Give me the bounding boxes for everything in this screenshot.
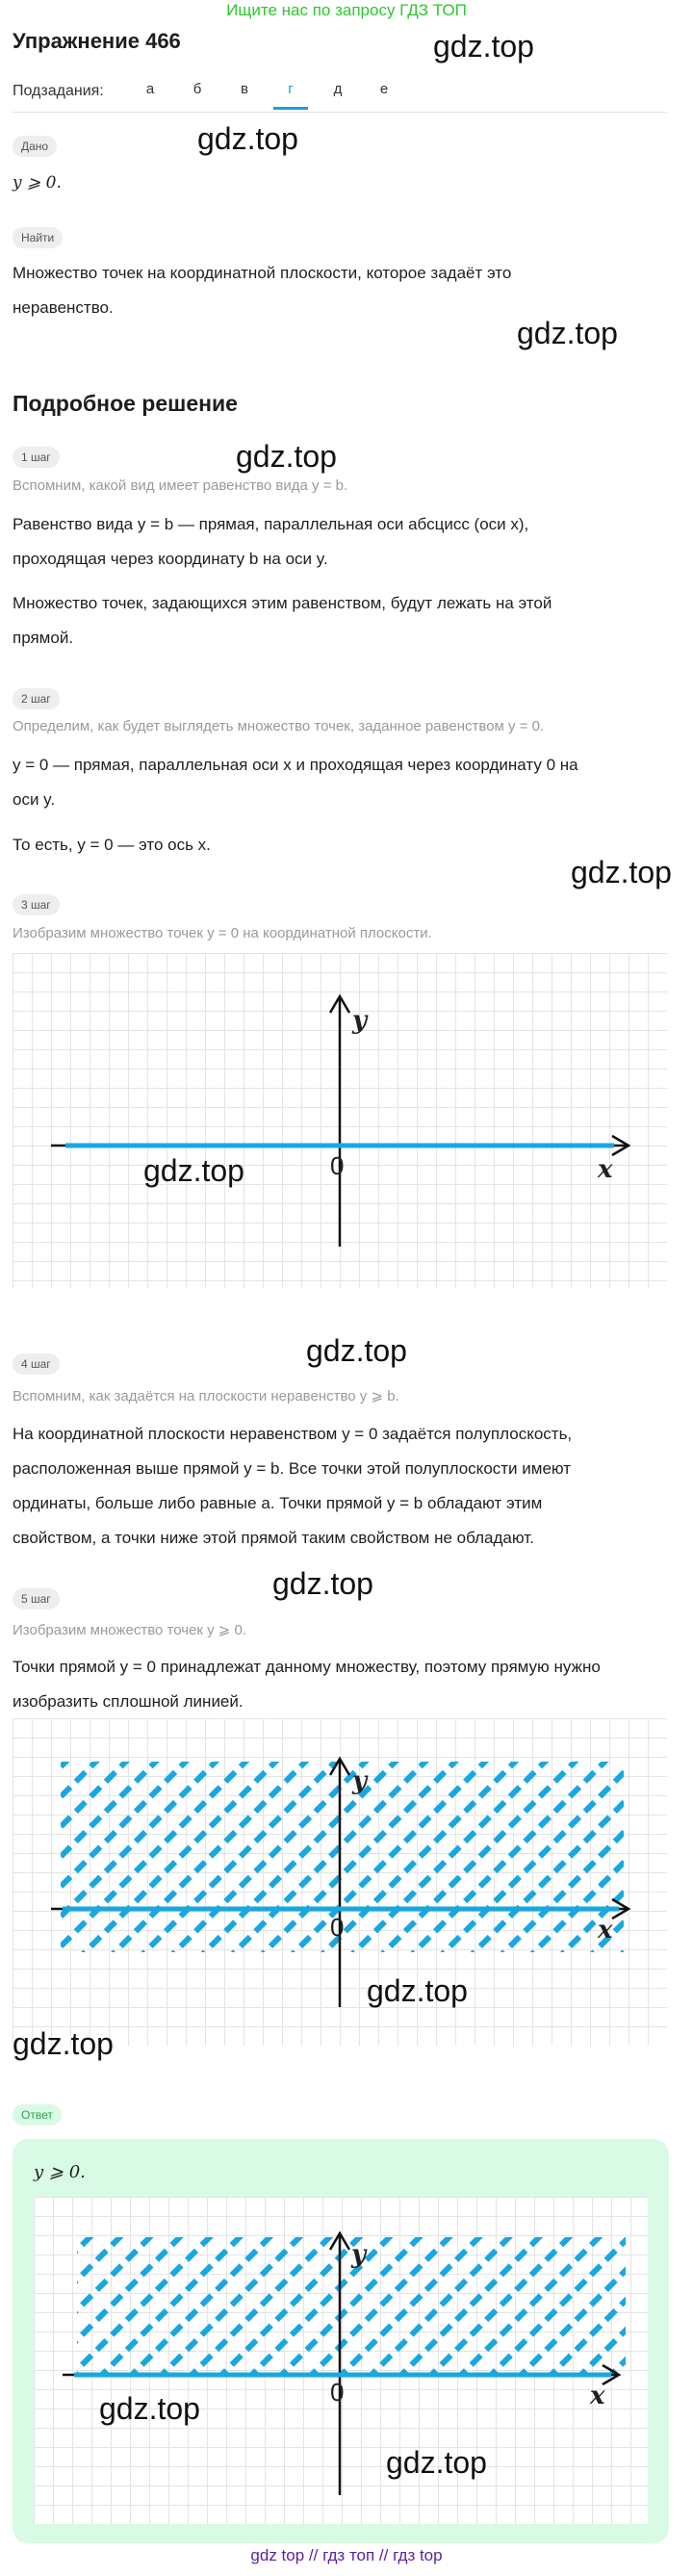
step-badge: 1 шаг [13,447,60,468]
watermark: gdz.top [571,855,672,889]
origin-label: 0 [330,2378,345,2407]
answer-value: y ⩾ 0. [34,2162,86,2182]
step-text: свойством, а точки ниже этой прямой таким свойством не обладают. [13,1529,534,1547]
y-axis-label: y [352,1006,368,1035]
step-hint: Определим, как будет выглядеть множество точек, заданное равенством y = 0. [13,718,545,734]
step-text: То есть, y = 0 — это ось x. [13,836,211,854]
step-badge: 2 шаг [13,688,60,709]
step-text: прямой. [13,629,74,647]
solution-heading: Подробное решение [13,391,238,416]
watermark: gdz.top [236,439,337,474]
tab-g[interactable]: г [288,81,294,97]
tab-b[interactable]: б [192,81,202,97]
given-badge: Дано [13,136,57,157]
watermark: gdz.top [386,2445,487,2480]
step-text: оси y. [13,790,56,809]
x-axis-label: x [598,1155,613,1184]
step-hint: Изобразим множество точек y ⩾ 0. [13,1622,247,1638]
tab-v[interactable]: в [241,81,248,97]
answer-badge: Ответ [13,2104,62,2125]
origin-label: 0 [330,1151,345,1180]
page-title: Упражнение 466 [13,29,181,53]
step-text: Множество точек, задающихся этим равенством, будут лежать на этой [13,594,552,612]
step-hint: Вспомним, какой вид имеет равенство вида y = b. [13,477,348,494]
tab-d[interactable]: д [333,81,343,97]
step-badge: 3 шаг [13,894,60,915]
watermark: gdz.top [306,1333,407,1368]
x-axis-label: x [598,1916,613,1945]
origin-label: 0 [330,1913,345,1942]
find-badge: Найти [13,227,63,248]
step-badge: 5 шаг [13,1588,60,1610]
step-hint: Вспомним, как задаётся на плоскости неравенство y ⩾ b. [13,1388,399,1404]
graph-2 [13,1718,667,2046]
step-text: изобразить сплошной линией. [13,1692,244,1711]
watermark: gdz.top [197,121,298,156]
watermark: gdz.top [13,2026,114,2061]
x-axis-label: x [590,2382,605,2410]
step-text: y = 0 — прямая, параллельная оси x и проходящая через координату 0 на [13,756,578,774]
answer-box [13,2139,669,2543]
step-text: расположенная выше прямой y = b. Все точки этой полуплоскости имеют [13,1459,572,1478]
step-text: Равенство вида y = b — прямая, параллельная оси абсцисс (оси x), [13,515,529,533]
y-axis-label: y [351,2240,367,2269]
divider [13,112,667,113]
tab-a[interactable]: а [145,81,155,97]
watermark: gdz.top [143,1153,244,1188]
watermark: gdz.top [99,2391,200,2426]
active-tab-indicator [273,107,308,110]
tab-e[interactable]: е [379,81,389,97]
top-banner[interactable]: Ищите нас по запросу ГДЗ ТОП [226,1,467,19]
step-badge: 4 шаг [13,1353,60,1375]
find-text-line2: неравенство. [13,298,114,317]
graph-1 [13,953,667,1288]
step-text: проходящая через координату b на оси y. [13,550,328,568]
watermark: gdz.top [433,29,534,64]
step-text: ординаты, больше либо равные a. Точки прямой y = b обладают этим [13,1494,543,1512]
y-axis-label: y [352,1766,368,1795]
subtasks-label: Подзадания: [13,83,104,99]
given-value: y ⩾ 0. [13,173,62,193]
step-text: Точки прямой y = 0 принадлежат данному множеству, поэтому прямую нужно [13,1658,601,1676]
step-text: На координатной плоскости неравенством y = 0 задаётся полуплоскость, [13,1425,573,1443]
watermark: gdz.top [367,1973,468,2008]
watermark: gdz.top [517,316,618,350]
watermark: gdz.top [272,1566,373,1601]
footer-links[interactable]: gdz top // гдз топ // гдз top [250,2546,443,2564]
step-hint: Изобразим множество точек y = 0 на координатной плоскости. [13,925,432,941]
graph-3 [34,2197,648,2524]
find-text-line1: Множество точек на координатной плоскости, которое задаёт это [13,264,512,282]
